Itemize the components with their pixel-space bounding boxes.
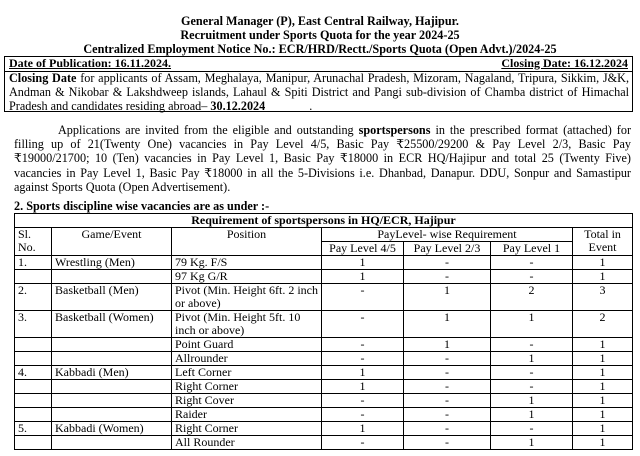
cell-pl1: 1 xyxy=(491,408,573,422)
cell-pl23: - xyxy=(404,270,491,284)
cell-game xyxy=(52,270,172,284)
cell-pl23: - xyxy=(404,256,491,270)
cell-total: 1 xyxy=(573,436,633,450)
cell-total: 1 xyxy=(573,366,633,380)
closing-note-label: Closing Date xyxy=(9,71,77,85)
cell-total: 1 xyxy=(573,408,633,422)
cell-pl1: 1 xyxy=(491,311,573,338)
cell-pl1: 1 xyxy=(491,352,573,366)
cell-pl45: 1 xyxy=(322,422,404,436)
table-row xyxy=(15,270,633,284)
header-total: Total in Event xyxy=(573,228,633,256)
cell-pl45: - xyxy=(322,352,404,366)
cell-position: Right Cover xyxy=(172,394,322,408)
cell-pl23: - xyxy=(404,394,491,408)
header-line-3: Centralized Employment Notice No.: ECR/HRD/Rectt./Sports Quota (Open Advt.)/2024-25 xyxy=(83,42,557,56)
cell-pl23: - xyxy=(404,366,491,380)
cell-total: 2 xyxy=(573,311,633,338)
table-row xyxy=(15,256,633,270)
intro-text-1: Applications are invited from the eligible and outstanding xyxy=(58,123,359,137)
cell-pl23: 1 xyxy=(404,338,491,352)
dates-box xyxy=(4,56,633,112)
cell-position: Raider xyxy=(172,408,322,422)
cell-position: Allrounder xyxy=(172,352,322,366)
intro-paragraph xyxy=(14,123,631,194)
header-game: Game/Event xyxy=(52,228,172,256)
vacancy-table xyxy=(14,213,633,450)
cell-pl45: - xyxy=(322,284,404,311)
cell-position: Pivot (Min. Height 5ft. 10 inch or above) xyxy=(172,311,322,338)
cell-sl: 5. xyxy=(15,422,52,436)
cell-game: Basketball (Men) xyxy=(52,284,172,311)
cell-total: 1 xyxy=(573,270,633,284)
header-line-2: Recruitment under Sports Quota for the year 2024-25 xyxy=(180,28,460,42)
header-pl45: Pay Level 4/5 xyxy=(322,242,404,256)
cell-pl1: 2 xyxy=(491,284,573,311)
cell-total: 1 xyxy=(573,394,633,408)
table-row xyxy=(15,366,633,380)
cell-pl1: - xyxy=(491,338,573,352)
cell-pl1: 1 xyxy=(491,394,573,408)
table-row xyxy=(15,394,633,408)
cell-pl45: 1 xyxy=(322,270,404,284)
cell-total: 1 xyxy=(573,422,633,436)
closing-date: Closing Date: 16.12.2024 xyxy=(501,56,628,70)
cell-game xyxy=(52,338,172,352)
cell-sl: 3. xyxy=(15,311,52,338)
cell-pl1: - xyxy=(491,256,573,270)
cell-pl23: 1 xyxy=(404,284,491,311)
cell-pl23: - xyxy=(404,380,491,394)
table-row xyxy=(15,338,633,352)
cell-total: 1 xyxy=(573,338,633,352)
table-row xyxy=(15,436,633,450)
cell-game xyxy=(52,408,172,422)
cell-game xyxy=(52,394,172,408)
cell-pl1: 1 xyxy=(491,436,573,450)
cell-position: All Rounder xyxy=(172,436,322,450)
intro-bold: sportspersons xyxy=(358,123,431,137)
cell-game: Basketball (Women) xyxy=(52,311,172,338)
cell-position: 79 Kg. F/S xyxy=(172,256,322,270)
cell-pl1: - xyxy=(491,422,573,436)
cell-pl45: 1 xyxy=(322,380,404,394)
cell-pl45: - xyxy=(322,394,404,408)
vacancy-table-body xyxy=(15,256,633,450)
cell-position: 97 Kg G/R xyxy=(172,270,322,284)
header-sl: Sl. No. xyxy=(15,228,52,256)
table-row xyxy=(15,408,633,422)
cell-sl xyxy=(15,352,52,366)
cell-game xyxy=(52,352,172,366)
cell-position: Pivot (Min. Height 6ft. 2 inch or above) xyxy=(172,284,322,311)
header-pl1: Pay Level 1 xyxy=(491,242,573,256)
header-position: Position xyxy=(172,228,322,256)
cell-sl: 4. xyxy=(15,366,52,380)
cell-pl23: - xyxy=(404,408,491,422)
cell-sl xyxy=(15,380,52,394)
cell-sl xyxy=(15,436,52,450)
cell-game: Kabbadi (Women) xyxy=(52,422,172,436)
publication-date: Date of Publication: 16.11.2024. xyxy=(9,56,171,70)
table-row xyxy=(15,352,633,366)
cell-pl23: - xyxy=(404,436,491,450)
cell-pl1: - xyxy=(491,380,573,394)
cell-pl1: - xyxy=(491,270,573,284)
cell-total: 1 xyxy=(573,256,633,270)
table-row xyxy=(15,311,633,338)
header-pl23: Pay Level 2/3 xyxy=(404,242,491,256)
cell-sl xyxy=(15,394,52,408)
cell-game: Wrestling (Men) xyxy=(52,256,172,270)
cell-pl45: 1 xyxy=(322,256,404,270)
cell-game xyxy=(52,436,172,450)
section-title: 2. Sports discipline wise vacancies are as under :- xyxy=(14,199,270,213)
intro-text-2: in the prescribed format (attached) for filling up of 21(Twenty One) vacancies in Pay Level 4/5, Basic Pay ₹25500/29200 & Pay Level 2/3, Basic Pay ₹19000/21700; 10 (Ten) vacancies in Pay Level 1, Basic Pay ₹18000 in ECR HQ/Hajipur and total 25 (Twenty Five) vacancies in Pay Level 1, Basic Pay ₹18000 in all the 5-Divisions i.e. Dhanbad, Danapur. DDU, Sonpur and Samastipur against Sports Quota (Open Advertisement). xyxy=(14,123,632,194)
cell-total: 3 xyxy=(573,284,633,311)
closing-note-text: for applicants of Assam, Meghalaya, Manipur, Arunachal Pradesh, Mizoram, Nagaland, Tripura, Sikkim, J&K, Andman & Nikobar & Lakshdweep islands, Lahaul & Spiti District and Pangi sub-division of Chamba district of Himachal Pradesh and candidates residing abroad– xyxy=(9,71,629,113)
table-title: Requirement of sportspersons in HQ/ECR, Hajipur xyxy=(15,214,633,228)
closing-note-date: 30.12.2024 xyxy=(210,99,266,113)
cell-sl xyxy=(15,338,52,352)
cell-position: Right Corner xyxy=(172,380,322,394)
cell-pl23: - xyxy=(404,352,491,366)
cell-total: 1 xyxy=(573,352,633,366)
cell-sl xyxy=(15,270,52,284)
cell-position: Point Guard xyxy=(172,338,322,352)
cell-pl45: - xyxy=(322,338,404,352)
closing-note xyxy=(9,71,629,113)
header-paylevel: PayLevel- wise Requirement xyxy=(322,228,573,242)
cell-pl45: 1 xyxy=(322,366,404,380)
cell-sl: 2. xyxy=(15,284,52,311)
cell-game: Kabbadi (Men) xyxy=(52,366,172,380)
table-row xyxy=(15,422,633,436)
cell-position: Left Corner xyxy=(172,366,322,380)
table-row xyxy=(15,284,633,311)
cell-pl23: 1 xyxy=(404,311,491,338)
cell-pl23: - xyxy=(404,422,491,436)
cell-pl1: - xyxy=(491,366,573,380)
cell-game xyxy=(52,380,172,394)
table-row xyxy=(15,380,633,394)
cell-pl45: - xyxy=(322,311,404,338)
cell-sl: 1. xyxy=(15,256,52,270)
dates-row xyxy=(5,57,632,72)
cell-position: Right Corner xyxy=(172,422,322,436)
cell-pl45: - xyxy=(322,408,404,422)
cell-sl xyxy=(15,408,52,422)
closing-note-end: . xyxy=(309,99,313,113)
cell-pl45: - xyxy=(322,436,404,450)
header-line-1: General Manager (P), East Central Railway, Hajipur. xyxy=(181,14,459,28)
cell-total: 1 xyxy=(573,380,633,394)
